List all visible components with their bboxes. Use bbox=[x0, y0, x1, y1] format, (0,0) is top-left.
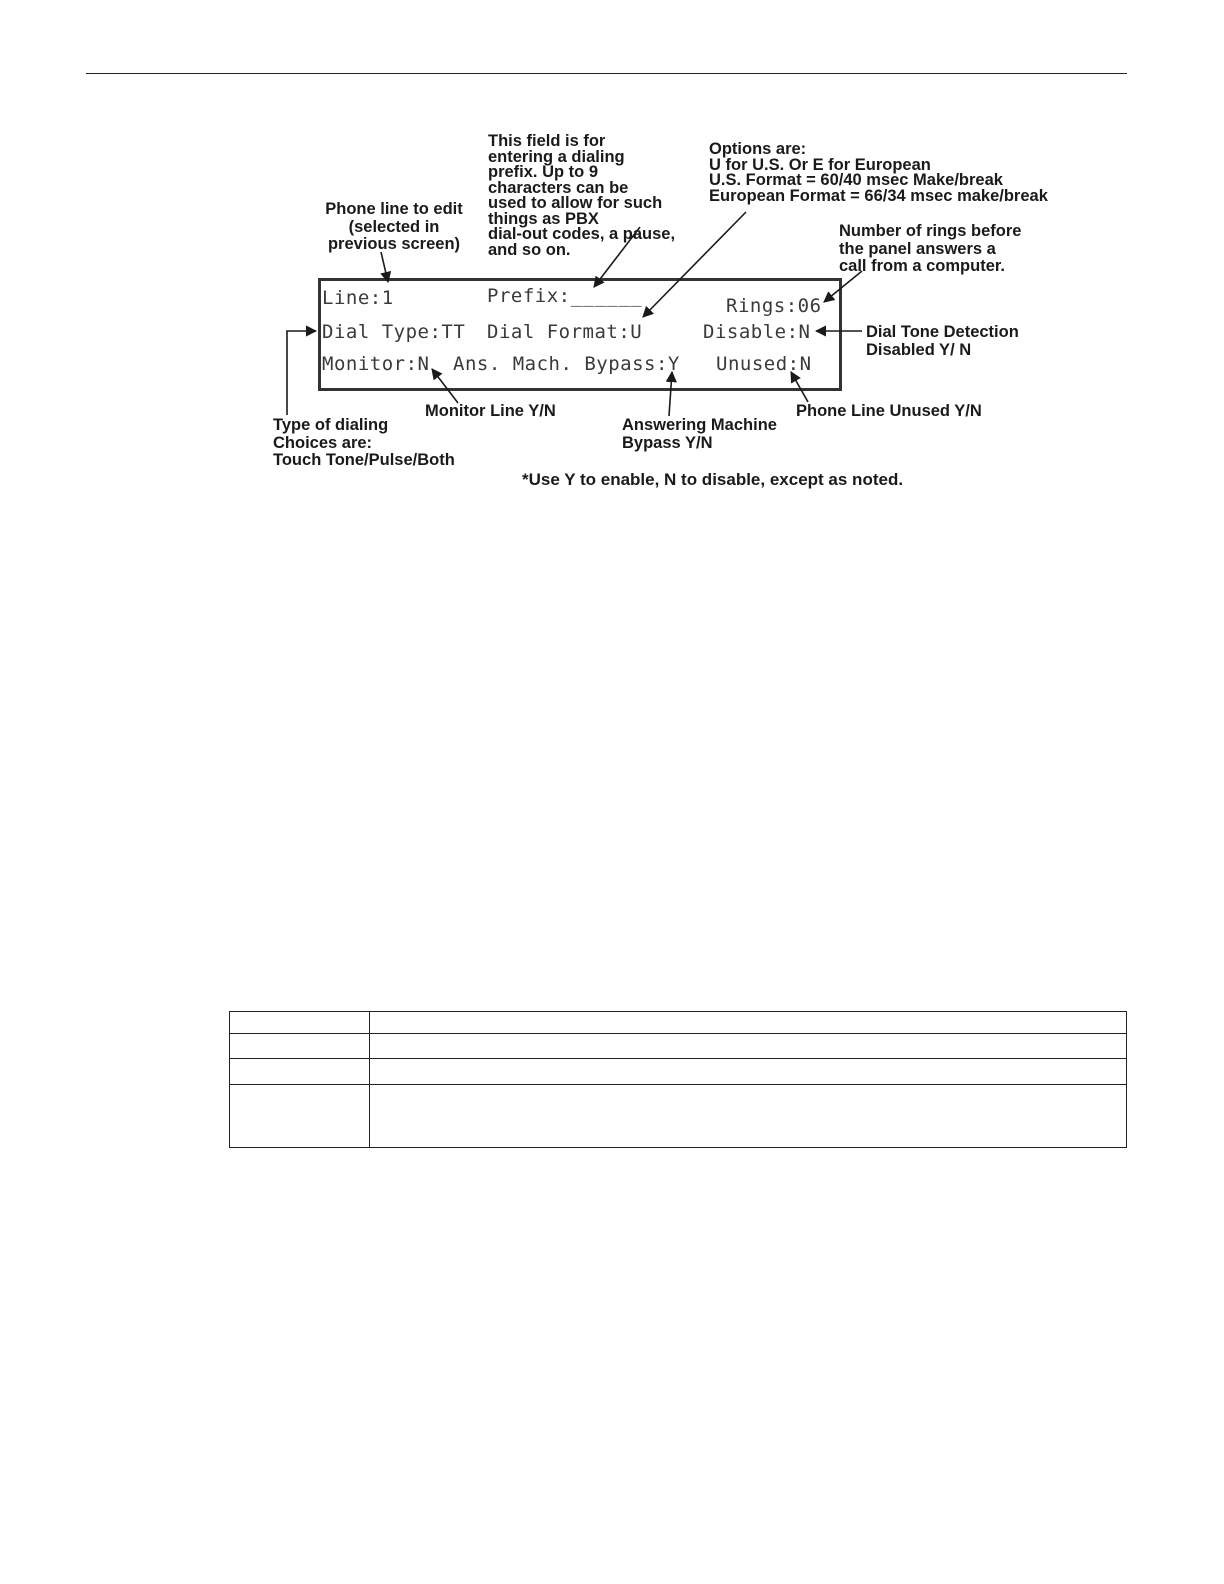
lcd-disable: Disable:N bbox=[703, 321, 811, 343]
arrow-rings bbox=[824, 271, 862, 302]
arrow-monitor bbox=[432, 369, 458, 403]
table-cell bbox=[370, 1034, 1127, 1059]
footnote: *Use Y to enable, N to disable, except as noted. bbox=[522, 470, 904, 489]
dial-tone-note: Dial Tone Detection Disabled Y/ N bbox=[866, 323, 1019, 359]
arrow-phone-line bbox=[381, 252, 388, 282]
table-cell bbox=[230, 1059, 370, 1085]
arrow-prefix bbox=[594, 227, 640, 287]
lcd-unused: Unused:N bbox=[716, 353, 812, 375]
rings-note: Number of rings before the panel answers a call from a computer. bbox=[839, 222, 1022, 275]
phone-line-note: Phone line to edit (selected in previous screen) bbox=[325, 200, 463, 253]
table-row bbox=[230, 1085, 1127, 1148]
lcd-monitor: Monitor:N bbox=[322, 353, 430, 375]
table-cell bbox=[370, 1059, 1127, 1085]
arrow-ans-mach bbox=[669, 372, 672, 416]
blank-table bbox=[229, 1011, 1127, 1148]
table-cell bbox=[230, 1012, 370, 1034]
arrow-unused bbox=[791, 372, 808, 402]
arrow-dial-format bbox=[643, 212, 746, 317]
monitor-line-note: Monitor Line Y/N bbox=[425, 402, 556, 420]
table-row bbox=[230, 1034, 1127, 1059]
lcd-prefix: Prefix:______ bbox=[487, 285, 643, 307]
prefix-field-note: This field is for entering a dialing prefix. Up to 9 characters can be used to allow for such things as PBX dial-out codes, a pause, and so on. bbox=[488, 132, 676, 259]
dial-format-options-note: Options are: U for U.S. Or E for European U.S. Format = 60/40 msec Make/break European Format = 66/34 msec make/break bbox=[709, 140, 1048, 205]
answering-machine-note: Answering Machine Bypass Y/N bbox=[622, 416, 777, 452]
table-cell bbox=[230, 1085, 370, 1148]
table-row bbox=[230, 1059, 1127, 1085]
table-cell bbox=[370, 1085, 1127, 1148]
table-row bbox=[230, 1012, 1127, 1034]
lcd-dial-type: Dial Type:TT bbox=[322, 321, 466, 343]
line-unused-note: Phone Line Unused Y/N bbox=[796, 402, 982, 420]
lcd-ans-mach: Ans. Mach. Bypass:Y bbox=[453, 353, 680, 375]
table-cell bbox=[230, 1034, 370, 1059]
dial-type-note: Type of dialing Choices are: Touch Tone/Pulse/Both bbox=[273, 416, 455, 469]
lcd-dial-format: Dial Format:U bbox=[487, 321, 643, 343]
lcd-line: Line:1 bbox=[322, 287, 394, 309]
arrow-dial-type bbox=[287, 331, 316, 415]
lcd-rings: Rings:06 bbox=[726, 295, 822, 317]
table-cell bbox=[370, 1012, 1127, 1034]
